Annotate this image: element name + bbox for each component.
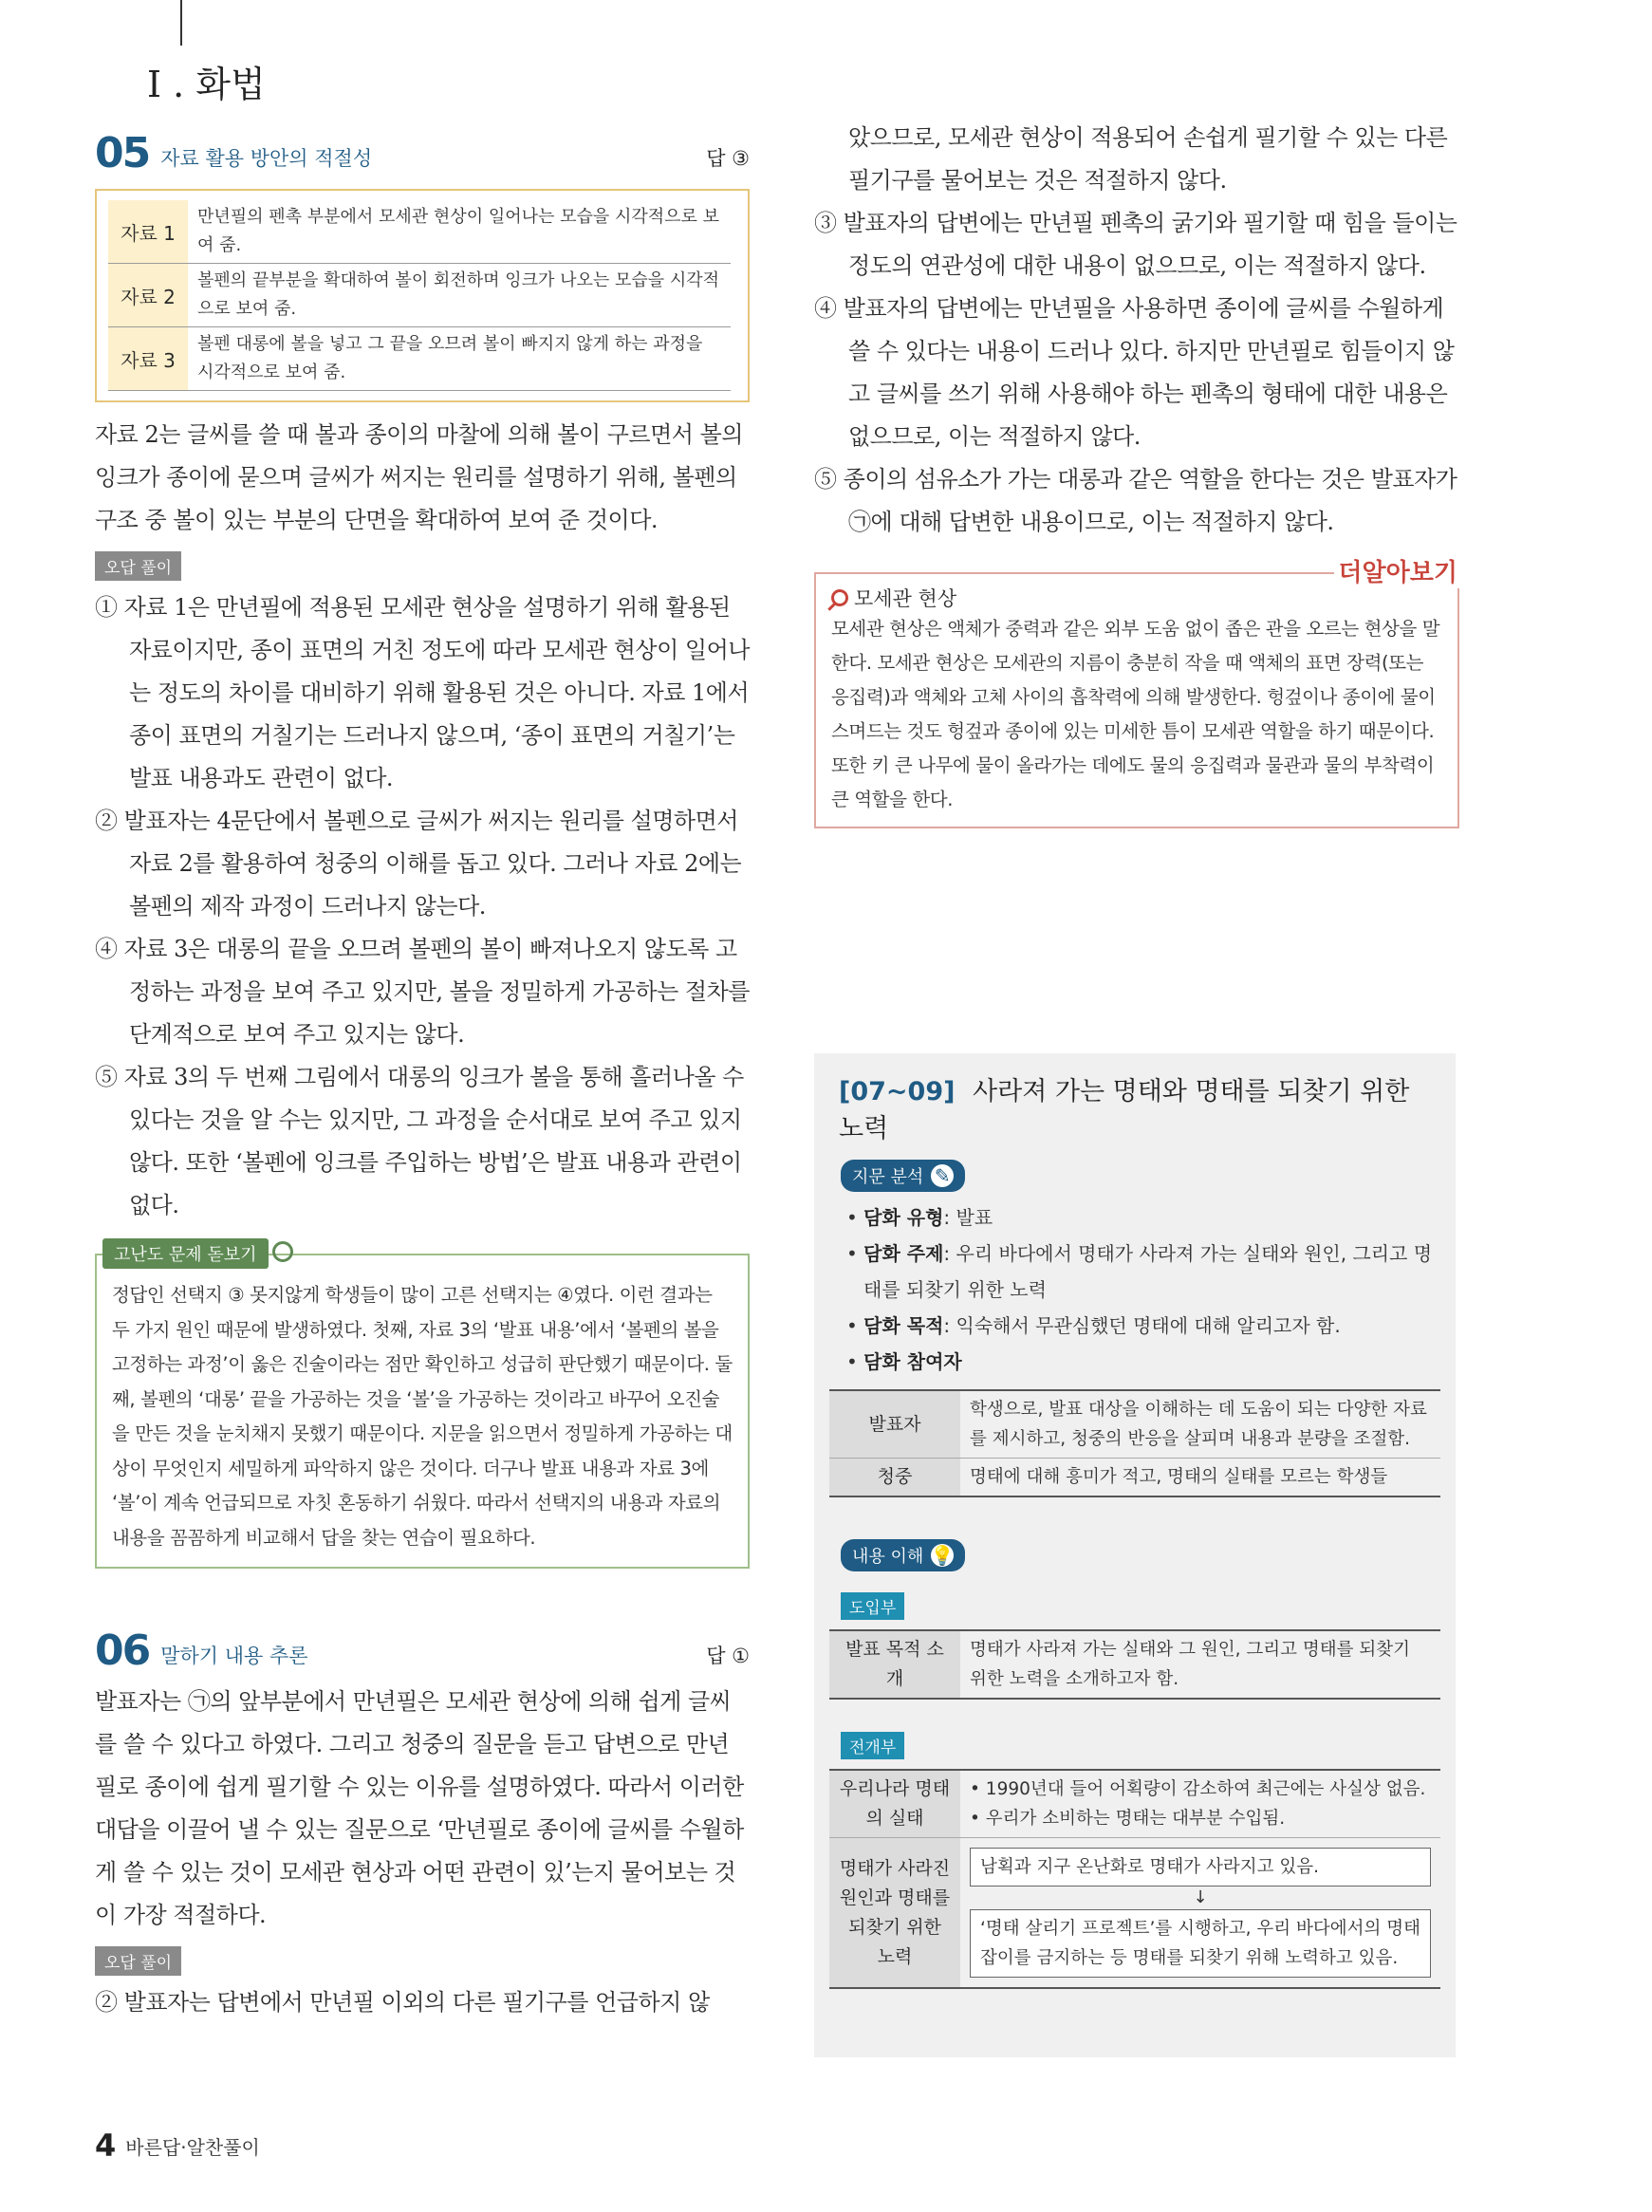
q05-answer: 답 ③ bbox=[706, 147, 750, 170]
table-row bbox=[829, 1770, 1440, 1838]
wrong-item: ② 발표자는 답변에서 만년필 이외의 다른 필기구를 언급하지 않 bbox=[95, 1989, 710, 2016]
bullet-value: : 발표 bbox=[943, 1206, 993, 1229]
analysis-bullet: • 담화 목적: 익숙해서 무관심했던 명태에 대해 알리고자 함. bbox=[846, 1314, 1341, 1337]
study-title-text: 사라져 가는 명태와 명태를 되찾기 위한 노력 bbox=[839, 1077, 1410, 1143]
material-row bbox=[108, 327, 731, 391]
q06-answer: 답 ① bbox=[706, 1645, 750, 1667]
hard-problem-text: 정답인 선택지 ③ 못지않게 학생들이 많이 고른 선택지는 ④였다. 이런 결과는 두 가지 원인 때문에 발생하였다. 첫째, 자료 3의 ‘발표 내용’에서 ‘볼펜의 볼을 고정하는 과정’이 옳은 진술이라는 점만 확인하고 성급히 판단했기 때문이다. 둘째, 볼펜의 ‘대롱’ 끝을 가공하는 것을 ‘볼’을 가공하는 것이라고 바꾸어 오진술을 만든 것을 눈치채지 못했기 때문이다. 지문을 읽으면서 정밀하게 가공하는 대상이 무엇인지 세밀하게 파악하지 않은 것이다. 더구나 발표 내용과 자료 3에 ‘볼’이 계속 언급되므로 자칫 혼동하기 쉬웠다. 따라서 선택지의 내용과 자료의 내용을 꼼꼼하게 비교해서 답을 찾는 연습이 필요하다. bbox=[112, 1284, 733, 1549]
magnifier-icon bbox=[831, 589, 848, 606]
material-row bbox=[108, 264, 731, 327]
wrong-item: ④ 자료 3은 대롱의 끝을 오므려 볼펜의 볼이 빠져나오지 않도록 고정하는 과정을 보여 주고 있지만, 볼을 정밀하게 가공하는 절차를 단계적으로 보여 주고 있지는 않다. bbox=[95, 936, 750, 1048]
effort-box: ‘명태 살리기 프로젝트’를 시행하고, 우리 바다에서의 명태 잡이를 금지하는 등 명태를 되찾기 위해 노력하고 있음. bbox=[970, 1909, 1431, 1978]
table-row bbox=[829, 1390, 1440, 1459]
hard-problem-box bbox=[95, 1245, 750, 1569]
q06-topic: 말하기 내용 추론 bbox=[160, 1645, 308, 1667]
analysis-bullet: • 담화 참여자 bbox=[846, 1350, 962, 1373]
material-label: 자료 1 bbox=[108, 200, 188, 263]
intro-label: 발표 목적 소개 bbox=[829, 1630, 960, 1699]
development-item: • 1990년대 들어 어획량이 감소하여 최근에는 사실상 없음. bbox=[970, 1779, 1426, 1799]
bullet-value: : 익숙해서 무관심했던 명태에 대해 알리고자 함. bbox=[943, 1314, 1341, 1337]
passage-study-box bbox=[814, 1053, 1456, 2057]
header-rule bbox=[180, 0, 182, 46]
study-title bbox=[839, 1070, 1440, 1144]
right-column bbox=[814, 124, 1459, 828]
content-understanding-tag bbox=[841, 1539, 965, 1571]
more-info-box bbox=[814, 559, 1459, 828]
intro-table bbox=[829, 1629, 1440, 1700]
materials-box bbox=[95, 189, 750, 402]
bullet-value: : 우리 바다에서 명태가 사라져 가는 실태와 원인, 그리고 명태를 되찾기 위한 노력 bbox=[863, 1242, 1433, 1301]
participant-label: 발표자 bbox=[829, 1390, 960, 1459]
analysis-bullet: • 담화 유형: 발표 bbox=[846, 1206, 993, 1229]
table-row bbox=[829, 1630, 1440, 1699]
passage-analysis-tag bbox=[841, 1160, 965, 1192]
wrong-item-continued: 았으므로, 모세관 현상이 적용되어 손쉽게 필기할 수 있는 다른 필기구를 물어보는 것은 적절하지 않다. bbox=[848, 124, 1448, 194]
content-understanding-label: 내용 이해 bbox=[852, 1547, 924, 1567]
section-title: I . 화법 bbox=[147, 64, 266, 105]
q06-number: 06 bbox=[95, 1626, 150, 1675]
wrong-answer-tag: 오답 풀이 bbox=[95, 551, 181, 581]
wrong-answer-tag: 오답 풀이 bbox=[95, 1946, 181, 1976]
material-text: 볼펜의 끝부분을 확대하여 볼이 회전하며 잉크가 나오는 모습을 시각적으로 보여 줌. bbox=[197, 270, 720, 319]
bullet-key: 담화 유형 bbox=[863, 1206, 944, 1229]
table-row bbox=[829, 1838, 1440, 1989]
intro-tag: 도입부 bbox=[841, 1592, 904, 1620]
pencil-icon: ✎ bbox=[931, 1164, 954, 1187]
wrong-item: ③ 발표자의 답변에는 만년필 펜촉의 굵기와 필기할 때 힘을 들이는 정도의 연관성에 대한 내용이 없으므로, 이는 적절하지 않다. bbox=[814, 210, 1457, 279]
page-footer bbox=[95, 2128, 260, 2164]
cause-box: 남획과 지구 온난화로 명태가 사라지고 있음. bbox=[970, 1848, 1431, 1887]
left-column bbox=[95, 128, 750, 2024]
more-info-text: 모세관 현상은 액체가 중력과 같은 외부 도움 없이 좁은 관을 오르는 현상을 말한다. 모세관 현상은 모세관의 지름이 충분히 작을 때 액체의 표면 장력(또는 응집력)과 액체와 고체 사이의 흡착력에 의해 발생한다. 헝겊이나 종이에 물이 스며드는 것도 헝겊과 종이에 있는 미세한 틈이 모세관 역할을 하기 때문이다. 또한 키 큰 나무에 물이 올라가는 데에도 물의 응집력과 물관과 물의 부착력이 큰 역할을 한다. bbox=[831, 618, 1440, 810]
bullet-key: 담화 목적 bbox=[863, 1314, 944, 1337]
wrong-item: ④ 발표자의 답변에는 만년필을 사용하면 종이에 글씨를 수월하게 쓸 수 있다는 내용이 드러나 있다. 하지만 만년필로 힘들이지 않고 글씨를 쓰기 위해 사용해야 하는 펜촉의 형태에 대한 내용은 없으므로, 이는 적절하지 않다. bbox=[814, 295, 1455, 450]
bullet-key: 담화 주제 bbox=[863, 1242, 944, 1265]
lightbulb-icon: 💡 bbox=[930, 1544, 955, 1567]
down-arrow-icon: ↓ bbox=[1193, 1887, 1208, 1907]
participants-table bbox=[829, 1389, 1440, 1497]
q05-header bbox=[95, 128, 750, 176]
development-tag: 전개부 bbox=[841, 1732, 904, 1759]
hard-problem-tag: 고난도 문제 돋보기 bbox=[102, 1238, 269, 1269]
q06-header bbox=[95, 1626, 750, 1673]
passage-analysis-label: 지문 분석 bbox=[852, 1167, 924, 1187]
q05-number: 05 bbox=[95, 129, 150, 177]
participant-label: 청중 bbox=[829, 1459, 960, 1497]
development-cell bbox=[960, 1838, 1440, 1989]
wrong-item: ② 발표자는 4문단에서 볼펜으로 글씨가 써지는 원리를 설명하면서 자료 2를 활용하여 청중의 이해를 돕고 있다. 그러나 자료 2에는 볼펜의 제작 과정이 드러나지 않는다. bbox=[95, 808, 742, 920]
q06-explanation: 발표자는 ㉠의 앞부분에서 만년필은 모세관 현상에 의해 쉽게 글씨를 쓸 수 있다고 하였다. 그리고 청중의 질문을 듣고 답변으로 만년필로 종이에 쉽게 필기할 수 있는 이유를 설명하였다. 따라서 이러한 대답을 이끌어 낼 수 있는 질문으로 ‘만년필로 종이에 글씨를 수월하게 쓸 수 있는 것이 모세관 현상과 어떤 관련이 있’는지 물어보는 것이 가장 적절하다. bbox=[95, 1688, 744, 1928]
footer-title: 바른답·알찬풀이 bbox=[125, 2136, 260, 2159]
development-label: 명태가 사라진 원인과 명태를 되찾기 위한 노력 bbox=[829, 1838, 960, 1989]
more-info-title-text: 모세관 현상 bbox=[854, 587, 957, 610]
study-range: [07~09] bbox=[839, 1077, 956, 1106]
page-number: 4 bbox=[95, 2128, 117, 2164]
participant-text: 학생으로, 발표 대상을 이해하는 데 도움이 되는 다양한 자료를 제시하고, 청중의 반응을 살피며 내용과 분량을 조절함. bbox=[960, 1390, 1440, 1459]
wrong-item: ⑤ 종이의 섬유소가 가는 대롱과 같은 역할을 한다는 것은 발표자가 ㉠에 대해 답변한 내용이므로, 이는 적절하지 않다. bbox=[814, 466, 1457, 535]
wrong-item: ① 자료 1은 만년필에 적용된 모세관 현상을 설명하기 위해 활용된 자료이지만, 종이 표면의 거친 정도에 따라 모세관 현상이 일어나는 정도의 차이를 대비하기 위해 활용된 것은 아니다. 자료 1에서 종이 표면의 거칠기는 드러나지 않으며, ‘종이 표면의 거칠기’는 발표 내용과도 관련이 없다. bbox=[95, 594, 750, 791]
participant-text: 명태에 대해 흥미가 적고, 명태의 실태를 모르는 학생들 bbox=[960, 1459, 1440, 1497]
analysis-bullet: • 담화 주제: 우리 바다에서 명태가 사라져 가는 실태와 원인, 그리고 명태를 되찾기 위한 노력 bbox=[846, 1242, 1433, 1301]
development-label: 우리나라 명태의 실태 bbox=[829, 1770, 960, 1838]
wrong-item: ⑤ 자료 3의 두 번째 그림에서 대롱의 잉크가 볼을 통해 흘러나올 수 있다는 것을 알 수는 있지만, 그 과정을 순서대로 보여 주고 있지 않다. 또한 ‘볼펜에 잉크를 주입하는 방법’은 발표 내용과 관련이 없다. bbox=[95, 1064, 744, 1218]
table-row bbox=[829, 1459, 1440, 1497]
material-label: 자료 3 bbox=[108, 327, 188, 390]
material-text: 만년필의 펜촉 부분에서 모세관 현상이 일어나는 모습을 시각적으로 보여 줌. bbox=[197, 207, 720, 255]
intro-text: 명태가 사라져 가는 실태와 그 원인, 그리고 명태를 되찾기 위한 노력을 소개하고자 함. bbox=[960, 1630, 1440, 1699]
q05-topic: 자료 활용 방안의 적절성 bbox=[160, 147, 373, 170]
q05-explanation: 자료 2는 글씨를 쓸 때 볼과 종이의 마찰에 의해 볼이 구르면서 볼의 잉크가 종이에 묻으며 글씨가 써지는 원리를 설명하기 위해, 볼펜의 구조 중 볼이 있는 부분의 단면을 확대하여 보여 준 것이다. bbox=[95, 421, 743, 533]
more-info-label: 더알아보기 bbox=[1334, 553, 1461, 588]
development-table bbox=[829, 1769, 1440, 1989]
material-row bbox=[108, 200, 731, 264]
development-item: • 우리가 소비하는 명태는 대부분 수입됨. bbox=[970, 1809, 1286, 1829]
bullet-key: 담화 참여자 bbox=[863, 1350, 962, 1373]
material-label: 자료 2 bbox=[108, 264, 188, 326]
material-text: 볼펜 대롱에 볼을 넣고 그 끝을 오므려 볼이 빠지지 않게 하는 과정을 시각적으로 보여 줌. bbox=[197, 334, 703, 382]
development-cell bbox=[960, 1770, 1440, 1838]
